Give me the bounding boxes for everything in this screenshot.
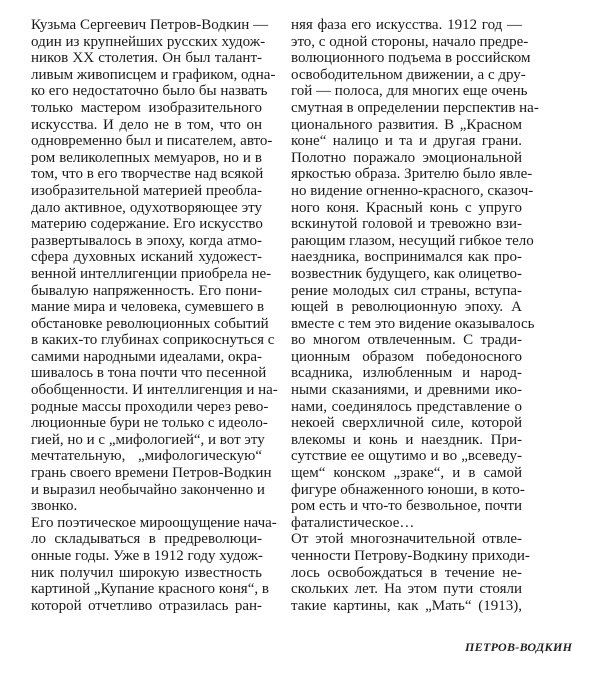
text-line: сфера духовных исканий художест-	[31, 249, 262, 266]
text-line: изобразительной материей преобла-	[31, 182, 262, 199]
text-line: ченности Петрову-Водкину приходи-	[291, 548, 530, 564]
text-line: обобщенности. И интеллигенция и на-	[31, 382, 278, 399]
running-head: ПЕТРОВ-ВОДКИН	[465, 640, 573, 654]
text-line: но видение огненно-красного, сказоч-	[291, 182, 534, 199]
text-line: ющей в революционную эпоху. А	[291, 299, 522, 316]
text-line: люционные бури не только с идеоло-	[31, 415, 268, 432]
text-column-left	[31, 17, 278, 614]
text-line: бывалую напряженность. Его пони-	[31, 282, 262, 299]
text-line: ко его недостаточно было бы назвать	[31, 83, 268, 100]
text-line: ников XX столетия. Он был талант-	[31, 50, 262, 67]
text-line: фигуре обнаженного юноши, в кото-	[291, 481, 525, 498]
text-line: рение молодых сил страны, вступа-	[291, 282, 522, 299]
text-line: смутная в определении перспектив на-	[291, 99, 539, 116]
text-line: ного коня. Красный конь с упруго	[291, 199, 522, 216]
text-line: онные годы. Уже в 1912 году худож-	[31, 548, 263, 564]
text-line: Его поэтическое мироощущение нача-	[31, 514, 277, 531]
text-line: звонко.	[31, 498, 78, 515]
text-line: ливым живописцем и графиком, одна-	[31, 66, 276, 83]
text-line: во многом отвлеченным. С тради-	[291, 332, 522, 349]
text-line: в каких-то глубинах соприкоснуться с	[31, 332, 275, 349]
text-line: ник получил широкую известность	[31, 564, 262, 581]
text-line: том, что в его творчестве над всякой	[31, 166, 264, 183]
text-line: венной интеллигенции приобрела не-	[31, 265, 272, 282]
text-line: это, с одной стороны, начало предре-	[291, 33, 529, 50]
text-line: один из крупнейших русских худож-	[31, 33, 266, 50]
text-line: только мастером изобразительного	[31, 99, 262, 116]
text-line: некоей сверхличной силе, которой	[291, 415, 522, 432]
text-line: ционального развития. В „Красном	[291, 116, 522, 133]
text-line: возвестник будущего, как олицетво-	[291, 265, 522, 282]
text-line: ло складываться в предреволюци-	[31, 531, 262, 548]
text-line: обстановке революционных событий	[31, 315, 269, 332]
text-line: материю содержание. Его искусство	[31, 216, 263, 233]
text-line: дало активное, одухотворяющее эту	[31, 199, 262, 216]
text-line: освободительном движении, а с дру-	[291, 66, 526, 83]
text-line: всадника, излюбленным и народ-	[291, 365, 522, 382]
text-line: грань своего времени Петров-Водкин	[31, 465, 272, 482]
text-line: одновременно был и писателем, авто-	[31, 133, 273, 150]
text-line: рающим глазом, несущий гибкое тело	[291, 232, 534, 249]
text-line: развертывалось в эпоху, когда атмо-	[31, 232, 262, 249]
text-line: наездника, воспринимался как про-	[291, 249, 522, 266]
text-line: фаталистическое…	[291, 514, 415, 531]
text-line: искусства. И дело не в том, что он	[31, 116, 262, 133]
text-line: родные массы проходили через рево-	[31, 398, 269, 415]
text-line: коне“ налицо и та и другая грани.	[291, 133, 522, 150]
text-line: волюционного подъема в российском	[291, 50, 531, 67]
text-line: сутствие ее ощутимо и во „всеведу-	[291, 448, 522, 465]
text-line: такие картины, как „Мать“ (1913),	[291, 597, 522, 614]
text-line: гией, но и с „мифологией“, и вот эту	[31, 431, 265, 448]
text-line: картиной „Купание красного коня“, в	[31, 581, 269, 598]
text-line: яркостью образа. Зрителю было явле-	[291, 166, 533, 183]
text-line: вместе с тем это видение оказывалось	[291, 315, 535, 332]
text-line: ром великолепных мемуаров, но и в	[31, 149, 262, 166]
text-line: няя фаза его искусства. 1912 год —	[291, 17, 522, 33]
text-line: которой отчетливо отразилась ран-	[31, 597, 262, 614]
text-line: ционным образом победоносного	[291, 348, 522, 365]
text-column-right	[291, 17, 539, 614]
text-line: ром есть и что-то безвольное, почти	[291, 498, 522, 515]
text-line: скольких лет. На этом пути стояли	[291, 581, 522, 598]
text-line: нами, соединялось представление о	[291, 398, 522, 415]
text-line: лось освобождаться в течение не-	[291, 564, 522, 581]
text-line: Полотно поражало эмоциональной	[291, 149, 522, 166]
text-line: самими народными идеалами, окра-	[31, 348, 262, 365]
text-line: шивалось в тона почти что песенной	[31, 365, 267, 382]
text-line: вскинутой головой и тревожно взи-	[291, 216, 522, 233]
text-line: гой — полоса, для многих еще очень	[291, 83, 528, 100]
text-line: ными сказаниями, и древними ико-	[291, 382, 522, 399]
text-line: и выразил необычайно законченно и	[31, 481, 265, 498]
text-line: мание мира и человека, сумевшего в	[31, 299, 265, 316]
text-line: щем“ конском „зраке“, и в самой	[291, 465, 522, 482]
text-line: Кузьма Сергеевич Петров-Водкин —	[31, 17, 269, 33]
text-line: От этой многозначительной отвле-	[291, 531, 522, 548]
text-line: влекомы и конь и наездник. При-	[291, 431, 522, 448]
text-line: мечтательную, „мифологическую“	[31, 448, 262, 465]
